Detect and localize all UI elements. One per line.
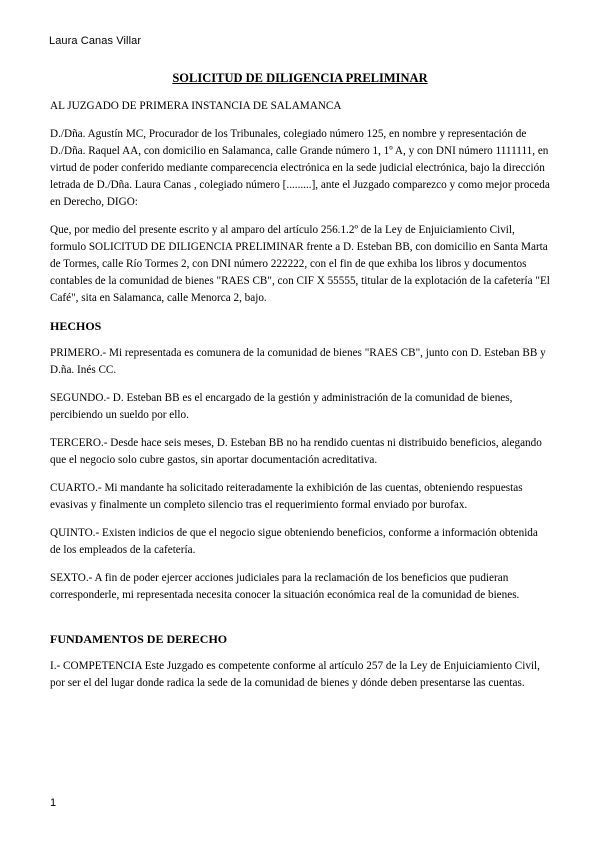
- hecho-paragraph: TERCERO.- Desde hace seis meses, D. Esteban BB no ha rendido cuentas ni distribuido beneficios, alegando que el negocio solo cubre gastos, sin aportar documentación acreditativa.: [50, 437, 542, 466]
- hecho-paragraph: QUINTO.- Existen indicios de que el negocio sigue obteniendo beneficios, conforme a información obtenida de los empleados de la cafetería.: [50, 527, 538, 556]
- addressee: AL JUZGADO DE PRIMERA INSTANCIA DE SALAMANCA: [50, 100, 342, 112]
- document-title: SOLICITUD DE DILIGENCIA PRELIMINAR: [172, 71, 428, 85]
- hecho-paragraph: SEXTO.- A fin de poder ejercer acciones judiciales para la reclamación de los beneficios que pudieran corresponderle, mi representada necesita conocer la situación económica real de la comunidad de bienes.: [50, 572, 520, 601]
- document-body: [50, 70, 550, 703]
- hecho-paragraph: SEGUNDO.- D. Esteban BB es el encargado de la gestión y administración de la comunidad de bienes, percibiendo un sueldo por ello.: [50, 392, 513, 421]
- hechos-heading: HECHOS: [50, 319, 102, 333]
- header-author: Laura Canas Villar: [49, 35, 142, 47]
- section-spacer: [50, 615, 550, 631]
- hecho-paragraph: CUARTO.- Mi mandante ha solicitado reiteradamente la exhibición de las cuentas, obteniendo respuestas evasivas y finalmente un completo silencio tras el requerimiento formal enviado por burofax.: [50, 482, 523, 511]
- intro-paragraph: D./Dña. Agustín MC, Procurador de los Tribunales, colegiado número 125, en nombre y representación de D./Dña. Raquel AA, con domicilio en Salamanca, calle Grande número 1, 1º A, y con DNI número 1111111, en virtud de poder conferido mediante comparecencia electrónica en la sede judicial electrónica, bajo la dirección letrada de D./Dña. Laura Canas , colegiado número [.........], ante el Juzgado comparezco y como mejor proceda en Derecho, DIGO:: [50, 128, 550, 208]
- page-number: 1: [50, 797, 57, 809]
- fundamento-paragraph: I.- COMPETENCIA Este Juzgado es competente conforme al artículo 257 de la Ley de Enjuiciamiento Civil, por ser el del lugar donde radica la sede de la comunidad de bienes y dónde deben presentarse las cuentas.: [50, 660, 540, 689]
- fundamentos-heading: FUNDAMENTOS DE DERECHO: [50, 632, 228, 646]
- request-paragraph: Que, por medio del presente escrito y al amparo del artículo 256.1.2º de la Ley de Enjuiciamiento Civil, formulo SOLICITUD DE DILIGENCIA PRELIMINAR frente a D. Esteban BB, con domicilio en Santa Marta de Tormes, calle Río Tormes 2, con DNI número 222222, con el fin de que exhiba los libros y documentos contables de la comunidad de bienes "RAES CB", con CIF X 55555, titular de la explotación de la cafetería "El Café", sita en Salamanca, calle Menorca 2, bajo.: [50, 224, 550, 304]
- hecho-paragraph: PRIMERO.- Mi representada es comunera de la comunidad de bienes "RAES CB", junto con D. Esteban BB y D.ña. Inés CC.: [50, 347, 546, 376]
